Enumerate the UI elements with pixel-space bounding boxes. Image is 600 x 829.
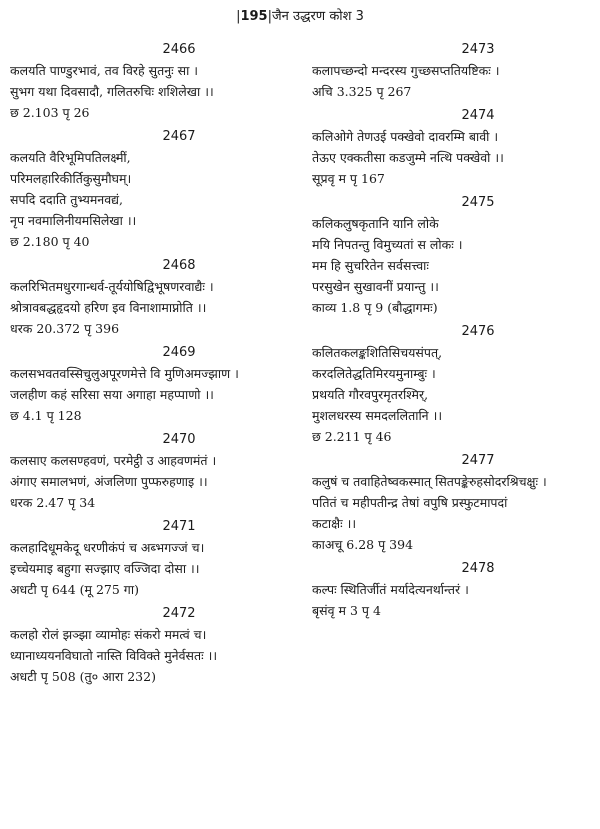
source-reference: काव्य 1.8 पृ 9 (बौद्धागमः) — [312, 300, 438, 315]
source-reference: काअचू 6.28 पृ 394 — [312, 537, 414, 552]
verse-line: कल्पः स्थितिर्जीतं मर्यादेत्यनर्थान्तरं । — [312, 582, 469, 597]
verse-line: तेऊए एक्कतीसा कडजुम्मे नत्थि पक्खेवो ।। — [312, 150, 504, 165]
verse-line: परिमलहारिकीर्तिकुसुमौघम्। — [10, 171, 132, 186]
verse-line: कलिओगे तेणउई पक्खेवो दावरम्मि बावी । — [312, 129, 499, 144]
quote-entry — [10, 40, 298, 123]
entry-number: 2471 — [162, 519, 196, 534]
entry-number: 2469 — [162, 345, 196, 360]
verse-line: अंगाए समालभणं, अंजलिणा पुप्फरुहणाइ ।। — [10, 474, 208, 489]
verse-line: कलहो रोलं झञ्झा व्यामोहः संकरो ममत्वं च। — [10, 627, 207, 642]
verse-line: कलहादिधूमकेदू धरणीकंपं च अब्भगज्जं च। — [10, 540, 205, 555]
source-reference: धरक 20.372 पृ 396 — [10, 321, 120, 336]
verse-line: मुशलधरस्य समदललितानि ।। — [312, 408, 443, 423]
verse-line: कलुषं च तवाहितेष्वकस्मात् सितपङ्केरुहसोदरश्रिचक्षुः । — [312, 474, 547, 489]
source-reference: अधटी पृ 644 (मू 275 गा) — [10, 582, 139, 597]
quote-entry — [312, 106, 594, 189]
book-title: |जैन उद्धरण कोश 3 — [267, 9, 364, 24]
quote-entry — [312, 559, 594, 621]
quote-entry — [312, 451, 594, 555]
page-header — [0, 8, 600, 26]
verse-line: कलसभवतवस्सिचुलुअपूरणमेत्ते वि मुणिअमज्झाण । — [10, 366, 239, 381]
verse-line: पतितं च महीपतीन्द्र तेषां वपुषि प्रस्फुटमापदां — [312, 495, 508, 510]
verse-line: कलयति वैरिभूमिपतिलक्ष्मीं, — [10, 150, 131, 165]
source-reference: छ 2.180 पृ 40 — [10, 234, 90, 249]
source-reference: अधटी पृ 508 (तु० आरा 232) — [10, 669, 156, 684]
source-reference: बृसंवृ म 3 पृ 4 — [312, 603, 381, 618]
verse-line: श्रोत्रावबद्धहृदयो हरिण इव विनाशामाप्नोति ।। — [10, 300, 207, 315]
entry-number: 2466 — [162, 42, 196, 57]
verse-line: कलितकलङ्कशितिसिचयसंपत्, — [312, 345, 443, 360]
entry-number: 2474 — [461, 108, 495, 123]
verse-line: कलिकलुषकृतानि यानि लोके — [312, 216, 439, 231]
verse-line: कलरिभितमधुरगान्धर्व-तूर्ययोषिद्विभूषणरवाद्यैः । — [10, 279, 214, 294]
verse-line: परसुखेन सुखावनीं प्रयान्तु ।। — [312, 279, 439, 294]
quote-entry — [312, 322, 594, 447]
quote-entry — [10, 343, 298, 426]
entry-number: 2476 — [461, 324, 495, 339]
entry-number: 2467 — [162, 129, 196, 144]
verse-line: सपदि ददाति तुभ्यमनवद्यं, — [10, 192, 124, 207]
quote-entry — [10, 256, 298, 339]
quote-entry — [312, 193, 594, 318]
quote-entry — [10, 604, 298, 687]
source-reference: छ 2.211 पृ 46 — [312, 429, 392, 444]
verse-line: कलसाए कलसण्हवणं, परमेट्ठी उ आहवणमंतं । — [10, 453, 217, 468]
verse-line: कलयति पाण्डुरभावं, तव विरहे सुतनुः सा । — [10, 63, 199, 78]
verse-line: नृप नवमालिनीयमसिलेखा ।। — [10, 213, 137, 228]
source-reference: छ 2.103 पृ 26 — [10, 105, 90, 120]
source-reference: छ 4.1 पृ 128 — [10, 408, 82, 423]
entry-number: 2477 — [461, 453, 495, 468]
verse-line: प्रथयति गौरवपुरमृतरश्मिर्, — [312, 387, 429, 402]
right-column — [312, 40, 594, 625]
header-prefix: | — [236, 9, 241, 24]
page-number: 195 — [240, 9, 268, 24]
quote-entry — [10, 430, 298, 513]
verse-line: ध्यानाध्ययनविघातो नास्ति विविक्ते मुनेर्वसतः ।। — [10, 648, 218, 663]
verse-line: मयि निपतन्तु विमुच्यतां स लोकः । — [312, 237, 463, 252]
source-reference: धरक 2.47 पृ 34 — [10, 495, 96, 510]
quote-entry — [312, 40, 594, 102]
verse-line: सुभग यथा दिवसादौ, गलितरुचिः शशिलेखा ।। — [10, 84, 214, 99]
verse-line: जलहीण कहं सरिसा सया अगाहा महप्पाणो ।। — [10, 387, 214, 402]
source-reference: सूप्रवृ म पृ 167 — [312, 171, 385, 186]
entry-number: 2470 — [162, 432, 196, 447]
entry-number: 2472 — [162, 606, 196, 621]
quote-entry — [10, 517, 298, 600]
verse-line: मम हि सुचरितेन सर्वसत्त्वाः — [312, 258, 429, 273]
verse-line: करदलितेद्धतिमिरयमुनाम्बुः । — [312, 366, 436, 381]
entry-number: 2468 — [162, 258, 196, 273]
verse-line: कलापच्छन्दो मन्दरस्य गुच्छसप्ततियष्टिकः । — [312, 63, 500, 78]
quote-entry — [10, 127, 298, 252]
left-column — [10, 40, 298, 691]
verse-line: इच्चेयमाइ बहुगा सज्झाए वज्जिदा दोसा ।। — [10, 561, 200, 576]
entry-number: 2478 — [461, 561, 495, 576]
source-reference: अचि 3.325 पृ 267 — [312, 84, 412, 99]
entry-number: 2473 — [461, 42, 495, 57]
verse-line: कटाक्षैः ।। — [312, 516, 357, 531]
entry-number: 2475 — [461, 195, 495, 210]
